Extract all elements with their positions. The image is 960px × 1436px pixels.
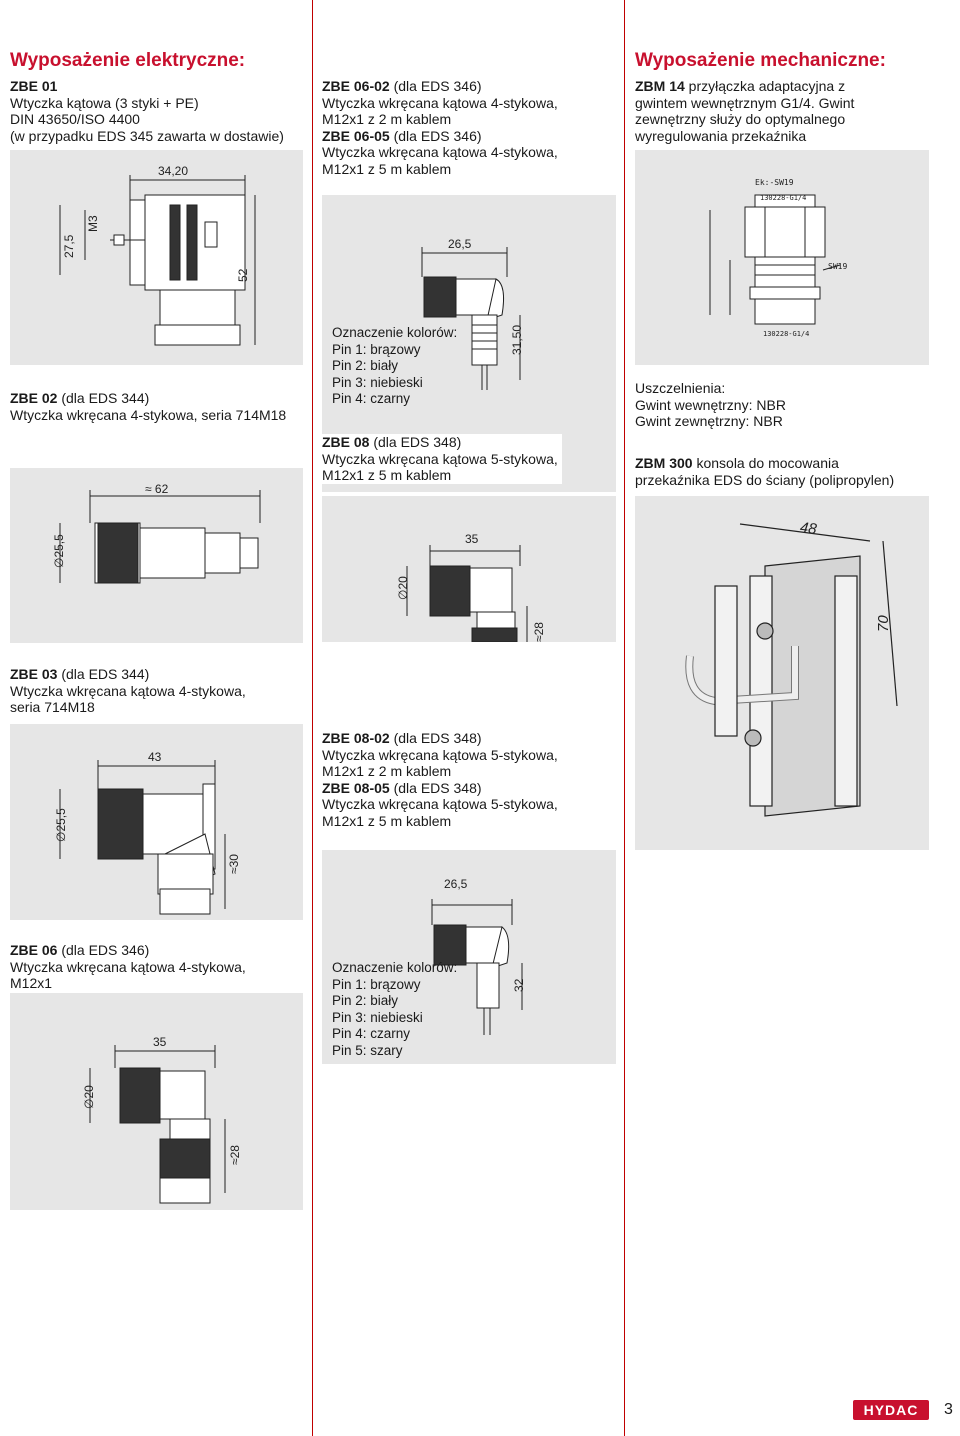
- zbe06-text: [10, 942, 246, 992]
- colors2-pin-2: Pin 2: biały: [332, 993, 399, 1009]
- page-number: 3: [944, 1401, 953, 1418]
- zbe0802-line-2: M12x1 z 2 m kablem: [322, 763, 452, 780]
- colors1-pin-1: Pin 1: brązowy: [332, 341, 421, 357]
- zbe08-cable-dim-width: 26,5: [444, 877, 468, 891]
- zbe06-dim-height-value: 28: [228, 1145, 242, 1159]
- zbe02-drawing: [10, 468, 303, 643]
- zbe01-dim-thread: M3: [86, 215, 100, 232]
- zbe03-code: ZBE 03: [10, 666, 58, 682]
- zbe03-dim-diameter-value: 25,5: [54, 808, 68, 832]
- zbe08-dim-height: ≈28: [532, 622, 546, 642]
- zbm14-text: [635, 78, 854, 144]
- zbe08-suffix: (dla EDS 348): [369, 434, 462, 450]
- zbe02-code: ZBE 02: [10, 390, 58, 406]
- zbe06-code: ZBE 06: [10, 942, 58, 958]
- zbe03-text: [10, 666, 246, 716]
- zbe03-dim-height-value: 30: [227, 854, 241, 868]
- colors2-pin-5: Pin 5: szary: [332, 1042, 403, 1058]
- zbe06-line-2: M12x1: [10, 975, 53, 992]
- zbm14-line-1: przyłączka adaptacyjna z: [684, 78, 846, 94]
- zbm14-drawing: [635, 150, 929, 365]
- zbe03-dim-height: ≈30: [227, 854, 241, 874]
- zbe01-dim-height: 27,5: [62, 234, 76, 258]
- zbe08-line-2: M12x1 z 5 m kablem: [322, 467, 452, 484]
- zbe0602-line-2: M12x1 z 2 m kablem: [322, 111, 452, 128]
- colors2-pin-3: Pin 3: niebieski: [332, 1009, 423, 1025]
- zbe06-dim-length: 35: [153, 1035, 167, 1049]
- zbe0602-line-1: Wtyczka wkręcana kątowa 4-stykowa,: [322, 94, 558, 111]
- zbe02-dim-length-value: 62: [154, 482, 169, 496]
- zbe02-dim-diameter: ∅25,5: [52, 534, 66, 568]
- zbe06-dim-diameter: ∅20: [82, 1085, 96, 1109]
- zbe0802-text: [322, 730, 558, 830]
- zbe01-dim-length: 52: [236, 268, 250, 282]
- colors1-title: Oznaczenie kolorów:: [332, 325, 458, 340]
- zbm300-code: ZBM 300: [635, 455, 693, 471]
- zbm300-line-1: konsola do mocowania: [692, 455, 839, 471]
- zbe0802-line-1: Wtyczka wkręcana kątowa 5-stykowa,: [322, 746, 558, 763]
- zbe03-dim-length: 43: [148, 750, 162, 764]
- zbm14-label-part-top: 130228-G1/4: [760, 194, 807, 202]
- zbe0602-text: [322, 78, 558, 178]
- zbe03-dim-diameter: ∅25,5: [54, 808, 68, 842]
- zbe08-cable-drawing: [322, 850, 616, 1064]
- zbe0605-code: ZBE 06-05: [322, 127, 390, 144]
- mechanical-title: Wyposażenie mechaniczne:: [635, 50, 886, 71]
- zbe08-dim-diameter: ∅20: [396, 576, 410, 600]
- zbm300-dim-height: 70: [875, 615, 892, 632]
- zbe06-line-1: Wtyczka wkręcana kątowa 4-stykowa,: [10, 958, 246, 975]
- zbe01-code: ZBE 01: [10, 78, 58, 94]
- zbm300-drawing: [635, 496, 929, 850]
- zbe06-dim-diameter-value: 20: [82, 1085, 96, 1099]
- colors1-block: [332, 325, 457, 408]
- zbe02-dim-diameter-value: 25,5: [52, 534, 66, 558]
- zbe0805-suffix: (dla EDS 348): [389, 779, 482, 796]
- zbe02-line-1: Wtyczka wkręcana 4-stykowa, seria 714M18: [10, 406, 287, 423]
- zbe08-dim-diameter-value: 20: [396, 576, 410, 590]
- zbe0805-code: ZBE 08-05: [322, 779, 390, 796]
- zbe0602-suffix: (dla EDS 346): [389, 78, 482, 94]
- zbe08-drawing: [322, 496, 616, 642]
- zbe08-text: [322, 434, 562, 484]
- zbe01-dim-width: 34,20: [158, 164, 189, 178]
- colors2-title: Oznaczenie kolorów:: [332, 960, 458, 975]
- zbm300-dim-width: 48: [799, 519, 818, 538]
- zbe08-cable-dim-height: 32: [512, 978, 526, 992]
- seals-text: [635, 380, 786, 430]
- zbe01-text: [10, 78, 284, 144]
- zbm14-line-2: gwintem wewnętrznym G1/4. Gwint: [635, 94, 855, 111]
- seals-outer: Gwint zewnętrzny: NBR: [635, 413, 783, 430]
- zbe0605-suffix: (dla EDS 346): [389, 127, 482, 144]
- zbe08-dim-length: 35: [465, 532, 479, 546]
- hydac-logo: HYDAC: [853, 1400, 929, 1420]
- zbe0802-code: ZBE 08-02: [322, 730, 390, 746]
- colors2-pin-4: Pin 4: czarny: [332, 1026, 411, 1042]
- seals-inner: Gwint wewnętrzny: NBR: [635, 396, 786, 413]
- zbe03-drawing: [10, 724, 303, 920]
- zbe02-dim-length: ≈ 62: [145, 482, 169, 496]
- zbe08-dim-height-value: 28: [532, 622, 546, 636]
- zbe08-code: ZBE 08: [322, 434, 370, 450]
- zbm14-line-4: wyregulowania przekaźnika: [635, 127, 807, 144]
- colors2-block: [332, 960, 457, 1060]
- zbe0605-line-2: M12x1 z 5 m kablem: [322, 160, 452, 177]
- zbe06-suffix: (dla EDS 346): [57, 942, 150, 958]
- zbe06-drawing: [10, 993, 303, 1210]
- zbe03-line-2: seria 714M18: [10, 699, 95, 716]
- colors2-pin-1: Pin 1: brązowy: [332, 976, 421, 992]
- zbe01-line-3: (w przypadku EDS 345 zawarta w dostawie): [10, 127, 284, 144]
- zbm300-line-2: przekaźnika EDS do ściany (polipropylen): [635, 471, 895, 488]
- seals-title: Uszczelnienia:: [635, 380, 726, 396]
- electrical-title: Wyposażenie elektryczne:: [10, 50, 246, 71]
- zbe01-line-2: DIN 43650/ISO 4400: [10, 111, 140, 128]
- zbe02-suffix: (dla EDS 344): [57, 390, 150, 406]
- zbe0805-line-1: Wtyczka wkręcana kątowa 5-stykowa,: [322, 796, 558, 813]
- zbe06-cable-dim-height: 31,50: [510, 324, 524, 355]
- zbe0605-line-1: Wtyczka wkręcana kątowa 4-stykowa,: [322, 144, 558, 161]
- zbm14-label-hex-top: Ek:-SW19: [755, 178, 794, 187]
- colors1-pin-4: Pin 4: czarny: [332, 391, 411, 407]
- zbe0805-line-2: M12x1 z 5 m kablem: [322, 812, 452, 829]
- zbe03-line-1: Wtyczka wkręcana kątowa 4-stykowa,: [10, 682, 246, 699]
- zbm14-code: ZBM 14: [635, 78, 685, 94]
- column-divider-2: [624, 0, 625, 1436]
- colors1-pin-3: Pin 3: niebieski: [332, 374, 423, 390]
- column-divider-1: [312, 0, 313, 1436]
- zbe03-suffix: (dla EDS 344): [57, 666, 150, 682]
- zbm14-label-hex-side: SW19: [828, 262, 848, 271]
- zbe08-line-1: Wtyczka wkręcana kątowa 5-stykowa,: [322, 450, 558, 467]
- zbe06-cable-dim-width: 26,5: [448, 237, 472, 251]
- zbe02-text: [10, 390, 286, 423]
- zbm300-text: [635, 455, 894, 488]
- zbe01-drawing: [10, 150, 303, 365]
- zbe06-dim-height: ≈28: [228, 1145, 242, 1165]
- zbm14-label-part-bottom: 130228-G1/4: [763, 330, 810, 338]
- colors1-pin-2: Pin 2: biały: [332, 358, 399, 374]
- zbe01-line-1: Wtyczka kątowa (3 styki + PE): [10, 94, 199, 111]
- zbe0602-code: ZBE 06-02: [322, 78, 390, 94]
- zbm14-line-3: zewnętrzny służy do optymalnego: [635, 111, 846, 128]
- zbe0802-suffix: (dla EDS 348): [389, 730, 482, 746]
